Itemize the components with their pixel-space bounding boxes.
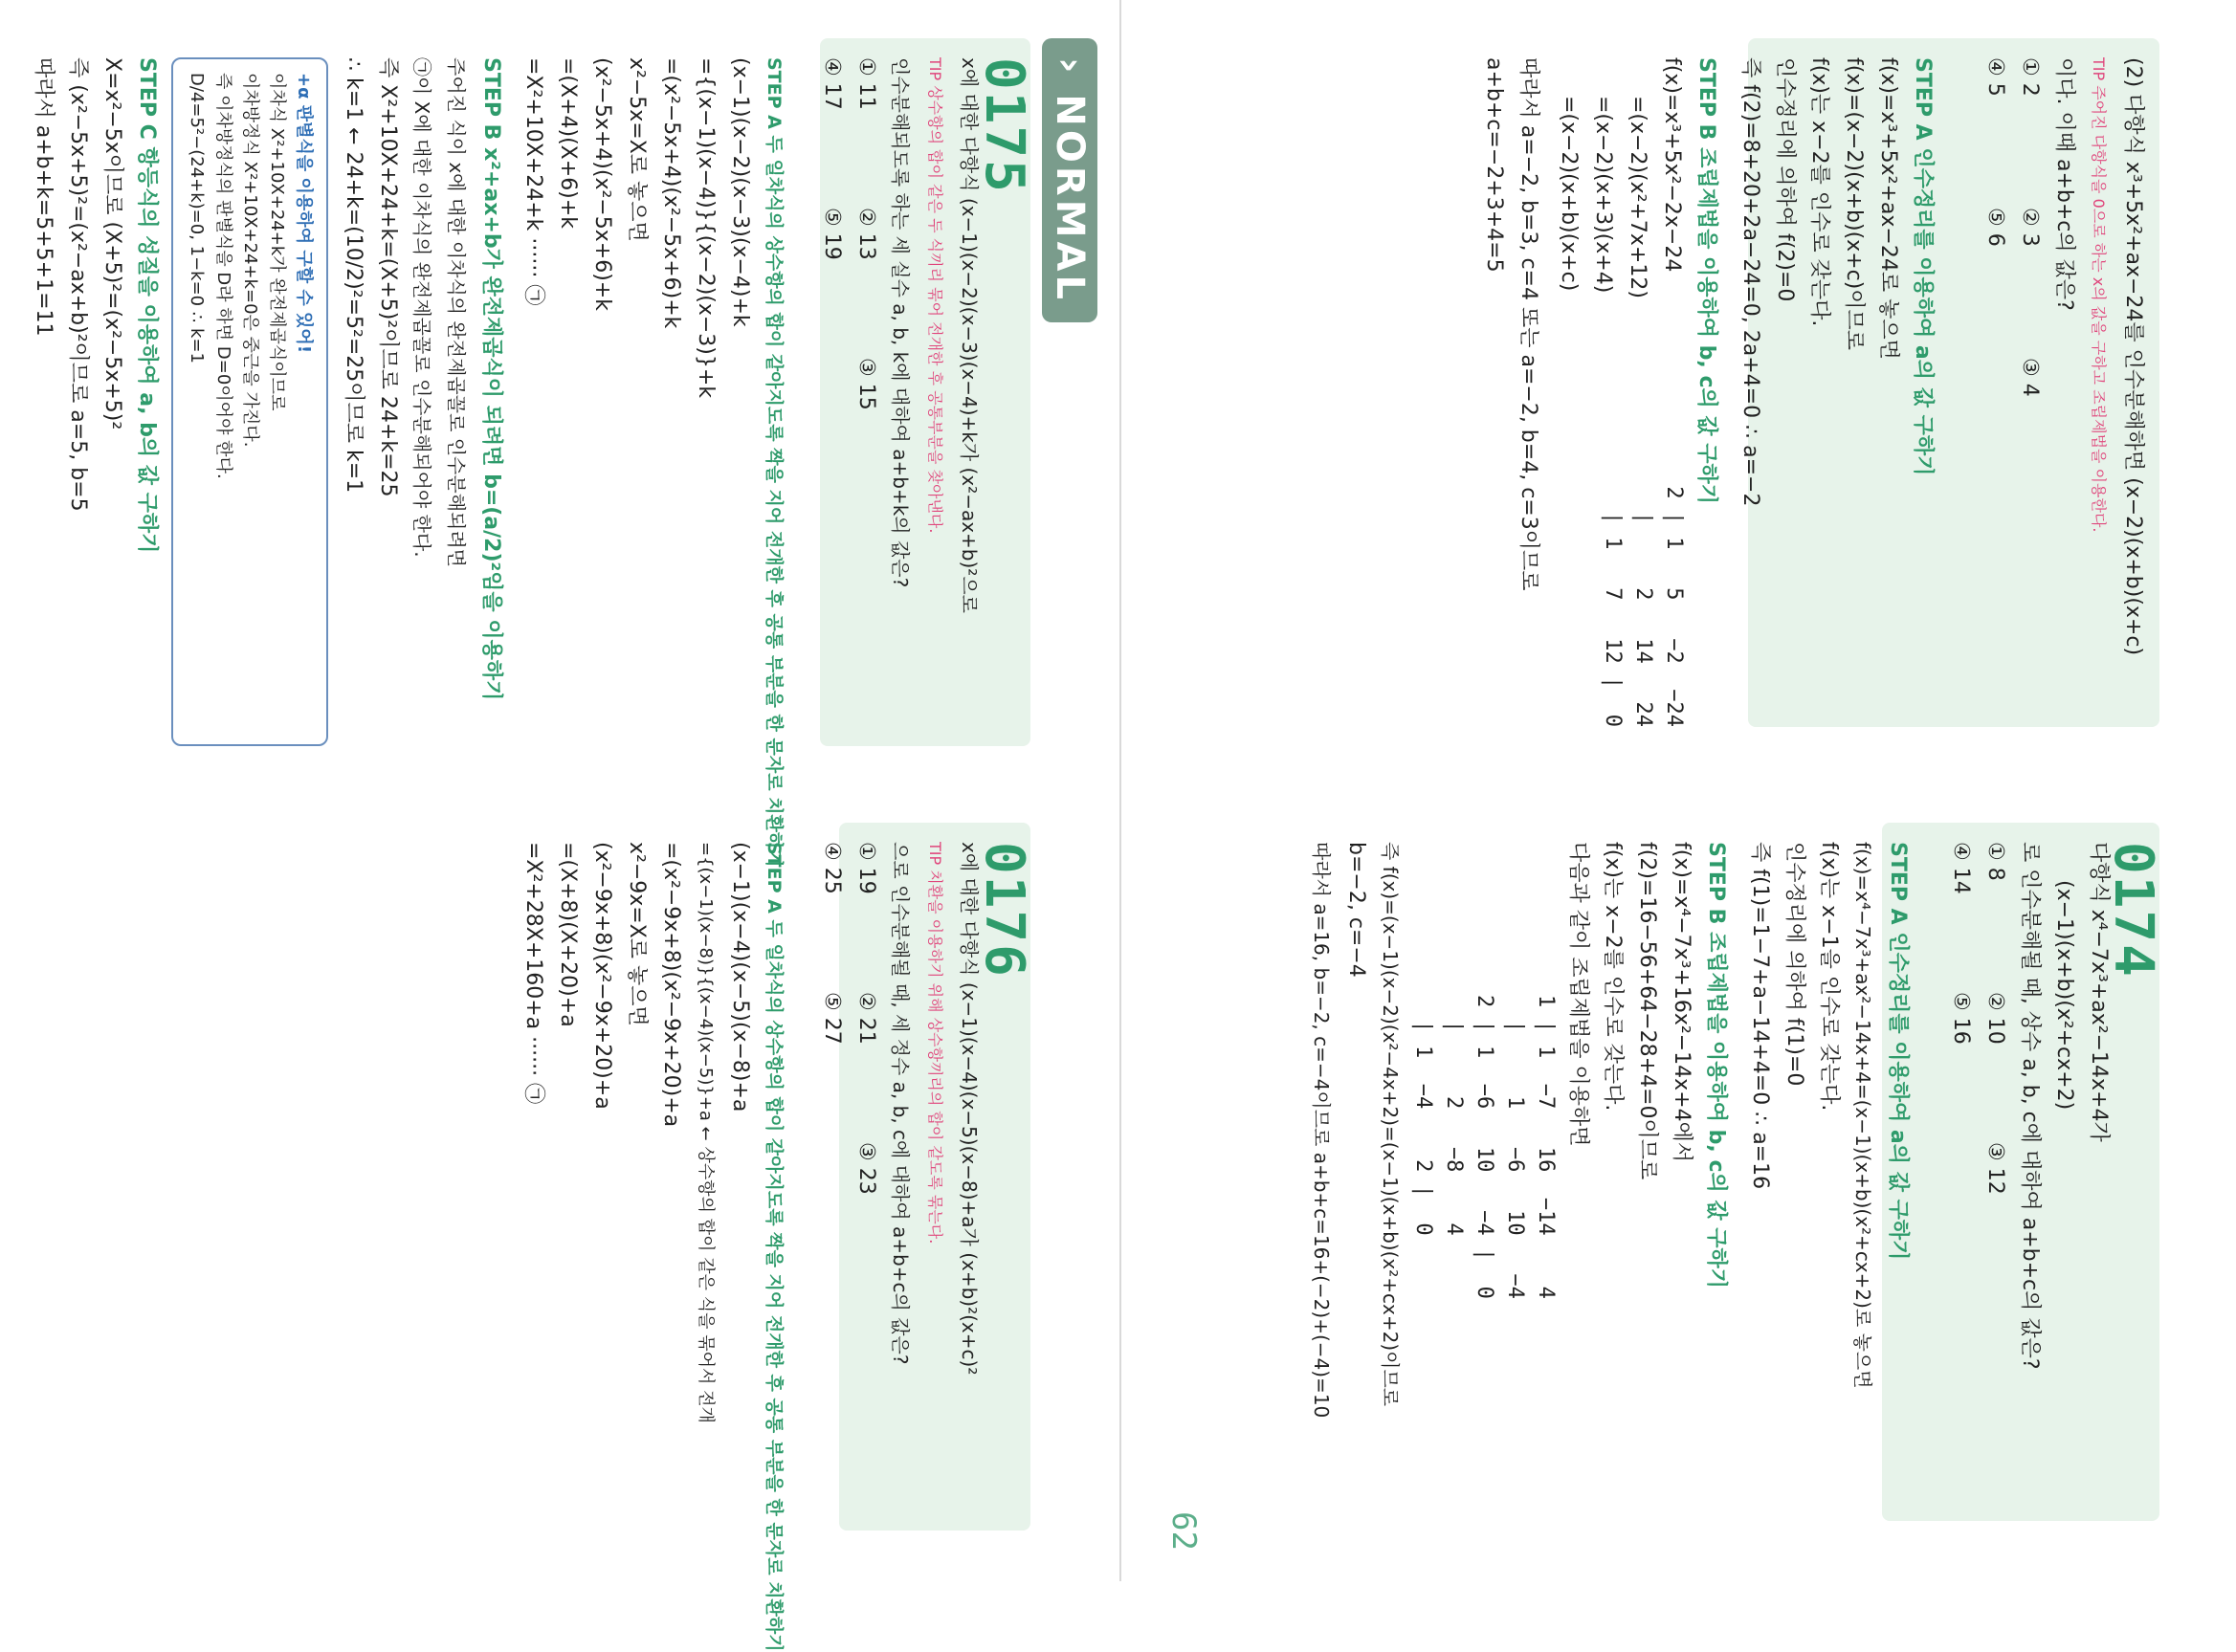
choice-4[interactable]: ④ 17 — [820, 57, 844, 110]
conclusion-line: 따라서 a=−2, b=3, c=4 또는 a=−2, b=4, c=3이므로 — [1516, 57, 1540, 591]
step-b-line: f(x)=x⁴−7x³+16x²−14x+4에서 — [1670, 842, 1694, 1163]
choice-3[interactable]: ③ 4 — [2018, 358, 2042, 397]
choice-2[interactable]: ② 3 — [2018, 208, 2042, 247]
step-a-heading: STEP A 인수정리를 이용하여 a의 값 구하기 — [1886, 842, 1910, 1261]
question-text: 으로 인수분해될 때, 세 정수 a, b, c에 대하여 a+b+c의 값은? — [889, 842, 912, 1365]
step-a-heading: STEP A 두 일차식의 상수항의 합이 같아지도록 짝을 지어 전개한 후 공통 부분을 한 문자로 치환하기 — [764, 842, 785, 1652]
conclusion-line: 즉 f(x)=(x−1)(x−2)(x²−4x+2)=(x−1)(x+b)(x²+cx+2)이므로 — [1379, 842, 1402, 1407]
step-b-heading: STEP B x²+ax+b가 완전제곱식이 되려면 b=(a/2)²임을 이용하기 — [479, 57, 503, 701]
step-b-line: =(x−2)(x+3)(x+4) — [1591, 96, 1615, 294]
section-badge-normal — [1042, 38, 1097, 322]
synthetic-division-table: 2 | 1 5 −2 −24 | 2 14 24 | 1 7 12 | 0 — [1601, 486, 1686, 727]
choices — [1978, 842, 2012, 1511]
question-text: (x−1)(x+b)(x²+cx+2) — [2052, 880, 2076, 1111]
step-b-line: f(2)=16−56+64−28+4=0이므로 — [1635, 842, 1659, 1180]
step-b-heading: STEP B 조립제법을 이용하여 b, c의 값 구하기 — [1704, 842, 1728, 1289]
choice-5[interactable]: ⑤ 27 — [820, 992, 844, 1045]
problem-number: 0174 — [2102, 842, 2164, 979]
choice-2[interactable]: ② 10 — [1983, 992, 2007, 1045]
problem-0174 — [1304, 842, 2164, 1511]
step-b-line: 다음과 같이 조립제법을 이용하면 — [1566, 842, 1590, 1147]
choice-1[interactable]: ① 8 — [1983, 842, 2007, 881]
question-text: x에 대한 다항식 (x−1)(x−4)(x−5)(x−8)+a가 (x+b)²(x+c)² — [958, 842, 981, 1376]
step-a-line: f(x)=x⁴−7x³+ax²−14x+4=(x−1)(x+b)(x²+cx+2)로 놓으면 — [1851, 842, 1874, 1389]
step-b-line: 주어진 식이 x에 대한 이차식의 완전제곱꼴로 인수분해되려면 — [445, 57, 468, 567]
choices — [849, 842, 883, 1531]
question-text: x에 대한 다항식 (x−1)(x−2)(x−3)(x−4)+k가 (x²−ax+b)²으로 — [958, 57, 981, 613]
problem-0176 — [516, 842, 1035, 1652]
page-divider — [1119, 0, 1121, 1581]
step-a-line: 즉 f(2)=8+20+2a−24=0, 2a+4=0 ∴ a=−2 — [1738, 57, 1762, 507]
step-a-line: f(x)는 x−1을 인수로 갖는다. — [1817, 842, 1841, 1112]
question-text: 인수분해되도록 하는 세 실수 a, b, k에 대하여 a+b+k의 값은? — [889, 57, 912, 588]
conclusion-line: b=−2, c=−4 — [1344, 842, 1368, 978]
step-a-line: 즉 f(1)=1−7+a−14+4=0 ∴ a=16 — [1748, 842, 1772, 1190]
step-a-line: =(X+4)(X+6)+k — [556, 57, 580, 229]
upper-page — [1126, 0, 2217, 1581]
step-c-heading: STEP C 항등식의 성질을 이용하여 a, b의 값 구하기 — [135, 57, 159, 554]
step-b-line: =(x−2)(x²+7x+12) — [1626, 96, 1649, 298]
step-a-line: f(x)는 x−2를 인수로 갖는다. — [1807, 57, 1831, 327]
step-b-line: f(x)는 x−2를 인수로 갖는다. — [1601, 842, 1625, 1112]
tip-text: TIP 치환을 이용하기 위해 상수항끼리의 합이 같도록 묶는다. — [926, 842, 944, 1245]
question-text-2: 이다. 이때 a+b+c의 값은? — [2052, 57, 2076, 311]
tip-box-title: +α 판별식을 이용하여 구할 수 있어! — [294, 73, 314, 354]
step-b-line: ∴ k=1 ← 24+k=(10/2)²=5²=25이므로 k=1 — [342, 57, 365, 494]
page-number: 62 — [1164, 1511, 1203, 1551]
choices-row-2 — [1978, 57, 2012, 727]
step-a-line: x²−5x=X로 놓으면 — [625, 57, 649, 242]
step-a-heading: STEP A 인수정리를 이용하여 a의 값 구하기 — [1911, 57, 1935, 476]
step-a-line: =(X+8)(X+20)+a — [556, 842, 580, 1027]
step-b-line: f(x)=x³+5x²−2x−24 — [1660, 57, 1684, 273]
tip-box-line: 즉 이차방정식의 판별식을 D라 하면 D=0이어야 한다. — [213, 73, 233, 479]
choice-5[interactable]: ⑤ 19 — [820, 208, 844, 260]
choice-1[interactable]: ① 11 — [854, 57, 878, 110]
step-c-line: 따라서 a+b+k=5+5+1=11 — [32, 57, 55, 337]
step-a-line: f(x)=(x−2)(x+b)(x+c)이므로 — [1842, 57, 1866, 351]
step-b-line: ㉠이 X에 대한 이차식의 완전제곱꼴로 인수분해되어야 한다. — [410, 57, 433, 558]
chevron-right-icon: › — [1048, 57, 1092, 77]
problem-number: 0175 — [973, 57, 1035, 194]
tip-text: TIP 상수항의 합이 같은 두 식끼리 묶어 전개한 후 공통부분을 찾아낸다. — [926, 57, 944, 534]
problem-number: 0176 — [973, 842, 1035, 979]
step-b-line: =(x−2)(x+b)(x+c) — [1557, 96, 1581, 292]
choice-4[interactable]: ④ 14 — [1949, 842, 1973, 894]
step-a-line: =X²+28X+160+a ······ ㉠ — [521, 842, 545, 1105]
step-a-line: (x−1)(x−4)(x−5)(x−8)+a — [728, 842, 752, 1112]
step-a-line: 인수정리에 의하여 f(1)=0 — [1782, 842, 1806, 1087]
step-a-line: ={(x−1)(x−4)}{(x−2)(x−3)}+k — [694, 57, 718, 399]
question-text: (2) 다항식 x³+5x²+ax−24를 인수분해하면 (x−2)(x+b)(x+c) — [2121, 57, 2145, 656]
choice-3[interactable]: ③ 15 — [854, 358, 878, 410]
conclusion-line: 따라서 a=16, b=−2, c=−4이므로 a+b+c=16+(−2)+(−4)=10 — [1310, 842, 1333, 1419]
step-c-line: 즉 (x²−5x+5)²=(x²−ax+b)²이므로 a=5, b=5 — [66, 57, 90, 512]
step-a-line: (x−1)(x−2)(x−3)(x−4)+k — [728, 57, 752, 327]
choice-4[interactable]: ④ 25 — [820, 842, 844, 894]
choices-row-2 — [1943, 842, 1978, 1511]
choice-4[interactable]: ④ 5 — [1983, 57, 2007, 97]
tip-text: TIP 주어진 다항식을 0으로 하는 x의 값을 구하고 조립제법을 이용한다. — [2090, 57, 2108, 533]
question-text: 다항식 x⁴−7x³+ax²−14x+4가 — [2087, 842, 2111, 1142]
problem-0173-part2 — [1476, 57, 2150, 727]
choice-2[interactable]: ② 21 — [854, 992, 878, 1045]
question-text: 로 인수분해될 때, 상수 a, b, c에 대하여 a+b+c의 값은? — [2018, 842, 2042, 1370]
choice-5[interactable]: ⑤ 16 — [1949, 992, 1973, 1045]
step-c-line: X=x²−5x이므로 (X+5)²=(x²−5x+5)² — [100, 57, 124, 430]
lower-page — [16, 0, 1107, 1652]
tip-box-line: 이차방정식 X²+10X+24+k=0은 중근을 가진다. — [240, 73, 260, 448]
choice-3[interactable]: ③ 12 — [1983, 1142, 2007, 1195]
choices — [2012, 57, 2047, 727]
section-title: NORMAL — [1048, 94, 1092, 303]
choices-row-2 — [814, 842, 849, 1531]
synthetic-division-table: 1 | 1 −7 16 −14 4 | 1 −6 10 −4 2 | 1 −6 10 −4 | 0 | 2 −8 4 | 1 −4 2 | 0 — [1411, 995, 1558, 1299]
conclusion-line: a+b+c=−2+3+4=5 — [1482, 57, 1506, 273]
step-a-line: =(x²−9x+8)(x²−9x+20)+a — [659, 842, 683, 1128]
choice-1[interactable]: ① 19 — [854, 842, 878, 894]
tip-box-discriminant — [171, 57, 328, 746]
step-a-line: x²−9x=X로 놓으면 — [625, 842, 649, 1026]
tip-box-line: 이차식 X²+10X+24+k가 완전제곱식이므로 — [267, 73, 287, 411]
step-a-line: (x²−5x+4)(x²−5x+6)+k — [590, 57, 614, 311]
choice-2[interactable]: ② 13 — [854, 208, 878, 260]
choices — [849, 57, 883, 746]
choices-row-2 — [814, 57, 849, 746]
step-a-line: =(x²−5x+4)(x²−5x+6)+k — [659, 57, 683, 329]
step-b-line: 즉 X²+10X+24+k=(X+5)²이므로 24+k=25 — [376, 57, 400, 497]
choice-1[interactable]: ① 2 — [2018, 57, 2042, 97]
step-a-line: =X²+10X+24+k ······ ㉠ — [521, 57, 545, 306]
choice-5[interactable]: ⑤ 6 — [1983, 208, 2007, 247]
step-a-line: ={(x−1)(x−8)}{(x−4)(x−5)}+a ← 상수항의 합이 같은 식을 묶어서 전개 — [696, 842, 716, 1423]
tip-box-line: D/4=5²−(24+k)=0, 1−k=0 ∴ k=1 — [187, 73, 207, 363]
step-a-line: 인수정리에 의하여 f(2)=0 — [1773, 57, 1797, 302]
step-a-line: (x²−9x+8)(x²−9x+20)+a — [590, 842, 614, 1110]
choice-3[interactable]: ③ 23 — [854, 1142, 878, 1195]
step-a-line: f(x)=x³+5x²+ax−24로 놓으면 — [1876, 57, 1900, 360]
step-b-heading: STEP B 조립제법을 이용하여 b, c의 값 구하기 — [1694, 57, 1718, 505]
step-a-heading: STEP A 두 일차식의 상수항의 합이 같아지도록 짝을 지어 전개한 후 공통 부분을 한 문자로 치환하기 — [764, 57, 785, 868]
